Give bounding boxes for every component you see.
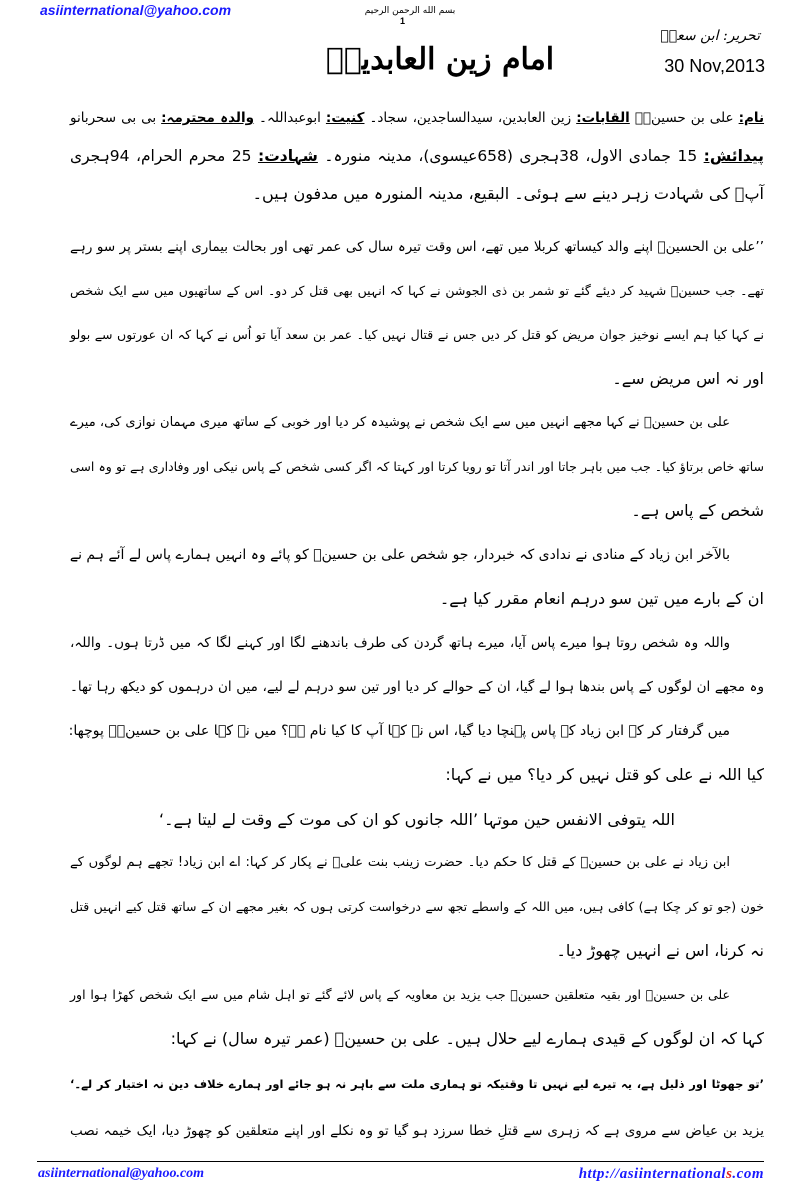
- url-suffix: .com: [732, 1166, 764, 1182]
- birth-label: پیدائش:: [703, 147, 764, 165]
- body-line: نہ کرنا، اس نے انہیں چھوڑ دیا۔: [556, 941, 764, 960]
- body-line: خون (جو تو کر چکا ہے) کافی ہیں، میں اللہ کے واسطے تجھ سے درخواست کرتی ہوں کہ بغیر مجھے ان کے ساتھ قتل کیے انہیں قتل: [70, 899, 764, 914]
- bismillah-heading: بسم الله الرحمن الرحیم: [364, 6, 456, 16]
- body-line: علی بن حسینؑ نے کہا مجھے انہیں میں سے ایک شخص نے پوشیدہ کر دیا اور خوبی کے ساتھ میری مہمان نوازی کی، میرے: [70, 415, 730, 430]
- body-line: ابن زیاد نے علی بن حسینؑ کے قتل کا حکم دیا۔ حضرت زینب بنت علیؑ نے پکار کر کہا: اے ابن زیاد! تجھے ہم لوگوں کے: [70, 855, 730, 870]
- birth-value: 15 جمادی الاول، 38ہجری (658عیسوی)، مدینہ منورہ۔: [324, 147, 698, 165]
- body-line: تھے۔ جب حسینؑ شہید کر دیئے گئے تو شمر بن ذی الجوشن نے کہا کہ انہیں بھی قتل کر دو۔ اس کے ساتھیوں میں سے ایک شخص: [70, 283, 764, 298]
- name-label: نام:: [738, 110, 765, 126]
- martyrdom-value: 25 محرم الحرام، 94ہجری: [70, 147, 252, 165]
- publish-date: 30 Nov,2013: [664, 56, 765, 76]
- footer-divider: [37, 1161, 764, 1162]
- mother-value: بی بی سحربانو: [70, 110, 157, 126]
- titles-value: زین العابدین، سیدالساجدین، سجاد۔: [369, 110, 572, 126]
- name-value: علی بن حسینؑ۔: [634, 110, 734, 126]
- author-byline: تحریر: ابن سعدؒ: [660, 28, 760, 44]
- footer-website-link[interactable]: [579, 1166, 764, 1183]
- body-line: واللہ وہ شخص روتا ہوا میرے پاس آیا، میرے ہاتھ گردن کی طرف باندھنے لگا اور کہنے لگا کہ میں ڈرتا ہوں۔ واللہ،: [70, 635, 730, 651]
- body-line: ساتھ خاص برتاؤ کیا۔ جب میں باہر جاتا اور اندر آتا تو رویا کرتا اور کہتا کہ اگر کسی شخص کے پاس نیکی اور وفاداری ہے تو وہ اسی: [70, 459, 764, 474]
- body-line: اور نہ اس مریض سے۔: [612, 369, 764, 388]
- bold-quote-line: ’تو جھوٹا اور ذلیل ہے، یہ تیرے لیے نہیں تا وقتیکہ تو ہماری ملت سے باہر نہ ہو جائے اور ہمارے خلاف دین نہ اختیار کر لے۔‘: [70, 1077, 764, 1091]
- titles-label: القابات:: [576, 110, 630, 126]
- quran-verse-line: اللہ یتوفی الانفس حین موتہا ’اللہ جانوں کو ان کی موت کے وقت لے لیتا ہے۔‘: [159, 810, 675, 829]
- profile-line-3: آپؑ کی شہادت زہر دینے سے ہوئی۔ البقیع، مدینہ المنورہ میں مدفون ہیں۔: [252, 184, 764, 203]
- footer-email-link[interactable]: asiinternational@yahoo.com: [38, 1166, 205, 1181]
- body-line: میں گرفتار کر کے ابن زیاد کے پاس پہنچا دیا گیا، اس نے کہا آپ کا کیا نام ہے؟ میں نے کہا علی بن حسینؑ۔ پوچھا:: [68, 723, 730, 739]
- profile-line-1: [70, 108, 764, 128]
- body-line: بالآخر ابن زیاد کے منادی نے ندادی کہ خبردار، جو شخص علی بن حسینؑ کو پائے وہ انہیں ہمارے پاس لے آئے ہم نے: [69, 547, 730, 563]
- body-line: کہا کہ ان لوگوں کے قیدی ہمارے لیے حلال ہیں۔ علی بن حسینؑ (عمر تیرہ سال) نے کہا:: [170, 1029, 764, 1048]
- header-email-link[interactable]: asiinternational@yahoo.com: [40, 2, 232, 18]
- page-number: 1: [400, 16, 406, 26]
- body-line: وہ مجھے ان لوگوں کے پاس بندھا ہوا لے گیا، ان کے حوالے کر دیا اور تین سو درہم لے لیے، میں ان درہموں کو دیکھ رہا تھا۔: [70, 679, 764, 695]
- page-title: امام زین العابدینؑ: [325, 42, 555, 77]
- kunyat-label: کنیت:: [325, 110, 365, 126]
- url-highlight: s: [726, 1166, 733, 1182]
- martyrdom-label: شہادت:: [258, 147, 318, 165]
- body-line: ’’علی بن الحسینؑ اپنے والد کیساتھ کربلا میں تھے، اس وقت تیرہ سال کی عمر تھی اور بحالت بیماری اپنے بستر پر سو رہے: [70, 239, 764, 255]
- body-line: کیا اللہ نے علی کو قتل نہیں کر دیا؟ میں نے کہا:: [445, 765, 764, 784]
- body-line: علی بن حسینؑ اور بقیہ متعلقین حسینؑ جب یزید بن معاویہ کے پاس لائے گئے تو اہل شام میں سے ایک شخص کھڑا ہوا اور: [70, 987, 730, 1002]
- body-line: ان کے بارے میں تین سو درہم انعام مقرر کیا ہے۔: [439, 589, 764, 608]
- url-prefix: http://asiinternational: [578, 1166, 727, 1182]
- body-line: نے کہا کیا ہم ایسے نوخیز جوان مریض کو قتل کر دیں جس نے قتال نہیں کیا۔ عمر بن سعد آیا تو اُس نے کہا کہ ان عورتوں سے بولو: [70, 327, 764, 342]
- body-line: شخص کے پاس ہے۔: [631, 501, 764, 520]
- mother-label: والدہ محترمہ:: [161, 110, 255, 126]
- kunyat-value: ابوعبداللہ۔: [259, 110, 321, 126]
- profile-line-2: [70, 146, 764, 166]
- body-line: یزید بن عیاض سے مروی ہے کہ زہری سے قتلِ خطا سرزد ہو گیا تو وہ نکلے اور اپنے متعلقین کو چھوڑ دیا، ایک خیمہ نصب: [70, 1123, 764, 1139]
